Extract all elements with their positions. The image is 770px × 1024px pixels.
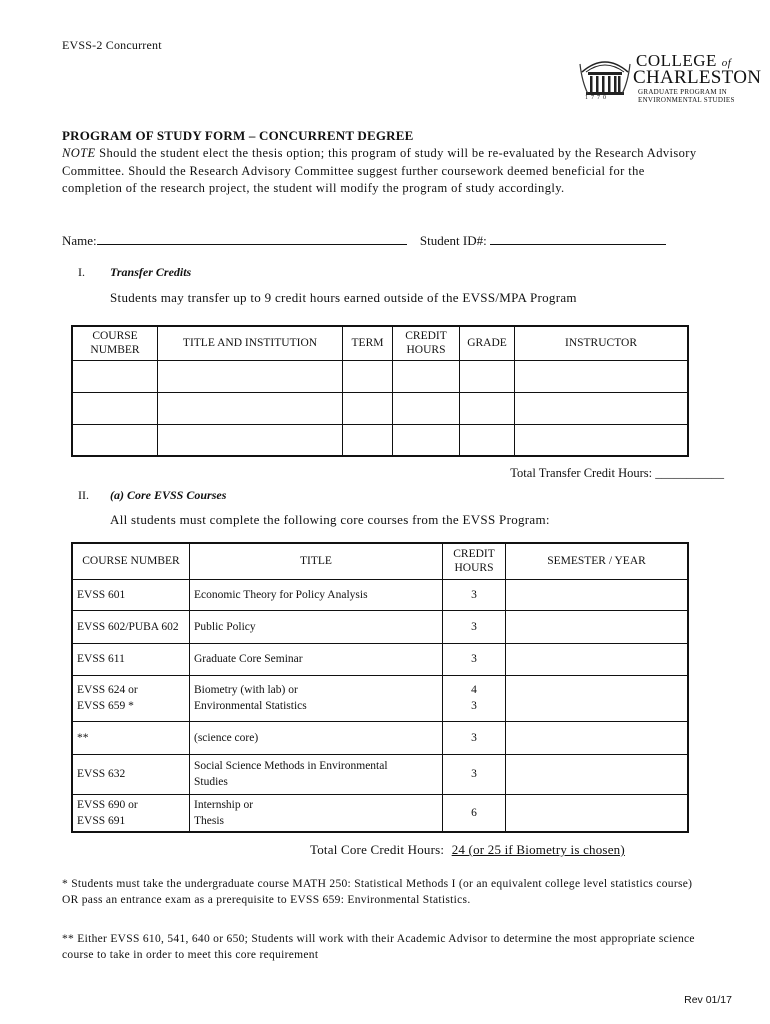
col-credit-hours: CREDIT HOURS — [443, 543, 506, 579]
table-row — [72, 754, 688, 794]
semester-year-cell[interactable] — [506, 610, 689, 643]
col-course-number: COURSE NUMBER — [72, 543, 190, 579]
course-number: ** — [72, 721, 190, 754]
document-code: EVSS-2 Concurrent — [62, 38, 162, 52]
course-number: EVSS 624 or EVSS 659 * — [72, 675, 190, 721]
total-transfer-credit-hours: Total Transfer Credit Hours: ___________ — [510, 466, 724, 480]
course-title: Internship or Thesis — [190, 794, 443, 832]
section-1-number: I. — [78, 265, 85, 279]
col-course-number: COURSE NUMBER — [72, 326, 158, 360]
course-title: Economic Theory for Policy Analysis — [190, 579, 443, 610]
form-title: PROGRAM OF STUDY FORM – CONCURRENT DEGREE — [62, 128, 414, 143]
table-row — [72, 610, 688, 643]
section-2-number: II. — [78, 488, 89, 502]
semester-year-cell[interactable] — [506, 643, 689, 675]
table-row — [72, 579, 688, 610]
section-1-title: Transfer Credits — [110, 265, 192, 279]
table-row[interactable] — [72, 360, 688, 392]
course-title: Social Science Methods in Environmental Studies — [190, 754, 443, 794]
course-title: Graduate Core Seminar — [190, 643, 443, 675]
core-courses-table — [71, 542, 689, 833]
credit-hours: 3 — [443, 754, 506, 794]
col-term: TERM — [343, 326, 393, 360]
logo-year: 1770 — [585, 95, 609, 101]
table-row — [72, 721, 688, 754]
section-2-title: (a) Core EVSS Courses — [110, 488, 227, 502]
table-row[interactable] — [72, 424, 688, 456]
student-id-label: Student ID#: — [419, 233, 487, 248]
semester-year-cell[interactable] — [506, 721, 689, 754]
credit-hours: 3 — [443, 643, 506, 675]
semester-year-cell[interactable] — [506, 794, 689, 832]
footnote-double-star: ** Either EVSS 610, 541, 640 or 650; Students will work with their Academic Advisor to determine the most appropriate science course to take in order to meet this core requirement — [62, 933, 695, 961]
name-label: Name: — [62, 233, 97, 248]
revision-label: Rev 01/17 — [684, 994, 732, 1006]
credit-hours: 4 3 — [443, 675, 506, 721]
student-id-field[interactable] — [490, 232, 666, 245]
logo-college: COLLEGE of — [636, 51, 732, 70]
logo-charleston: CHARLESTON — [633, 67, 762, 88]
name-row — [62, 232, 702, 249]
table-row — [72, 794, 688, 832]
semester-year-cell[interactable] — [506, 754, 689, 794]
course-number: EVSS 632 — [72, 754, 190, 794]
semester-year-cell[interactable] — [506, 675, 689, 721]
col-semester-year: SEMESTER / YEAR — [506, 543, 689, 579]
col-title: TITLE — [190, 543, 443, 579]
total-core-credit-hours — [310, 842, 625, 858]
total-core-value: 24 (or 25 if Biometry is chosen) — [451, 842, 625, 857]
name-field[interactable] — [97, 232, 407, 245]
table-row[interactable] — [72, 392, 688, 424]
note-paragraph: NOTE Should the student elect the thesis option; this program of study will be re-evaluated by the Research Advisory Committee. Should the Research Advisory Committee suggest further coursework deemed beneficial for the completion of the research project, the student will modify the program of study accordingly. — [62, 146, 697, 195]
course-title: Biometry (with lab) or Environmental Statistics — [190, 675, 443, 721]
col-title-institution: TITLE AND INSTITUTION — [158, 326, 343, 360]
credit-hours: 3 — [443, 721, 506, 754]
footnote-star: * Students must take the undergraduate course MATH 250: Statistical Methods I (or an equivalent college level statistics course) OR pass an entrance exam as a prerequisite to EVSS 659: Environmental Statistics. — [62, 878, 693, 906]
section-1-intro: Students may transfer up to 9 credit hours earned outside of the EVSS/MPA Program — [110, 290, 577, 305]
col-credit-hours: CREDIT HOURS — [393, 326, 460, 360]
transfer-credits-table — [71, 325, 689, 457]
course-number: EVSS 601 — [72, 579, 190, 610]
total-core-label: Total Core Credit Hours: — [310, 842, 445, 857]
section-2-intro: All students must complete the following core courses from the EVSS Program: — [110, 512, 550, 527]
table-row — [72, 675, 688, 721]
credit-hours: 3 — [443, 579, 506, 610]
credit-hours: 6 — [443, 794, 506, 832]
semester-year-cell[interactable] — [506, 579, 689, 610]
credit-hours: 3 — [443, 610, 506, 643]
course-title: Public Policy — [190, 610, 443, 643]
logo-subtitle: GRADUATE PROGRAM IN ENVIRONMENTAL STUDIES — [638, 88, 735, 104]
col-grade: GRADE — [460, 326, 515, 360]
course-number: EVSS 690 or EVSS 691 — [72, 794, 190, 832]
col-instructor: INSTRUCTOR — [515, 326, 689, 360]
course-number: EVSS 611 — [72, 643, 190, 675]
table-row — [72, 643, 688, 675]
course-number: EVSS 602/PUBA 602 — [72, 610, 190, 643]
course-title: (science core) — [190, 721, 443, 754]
